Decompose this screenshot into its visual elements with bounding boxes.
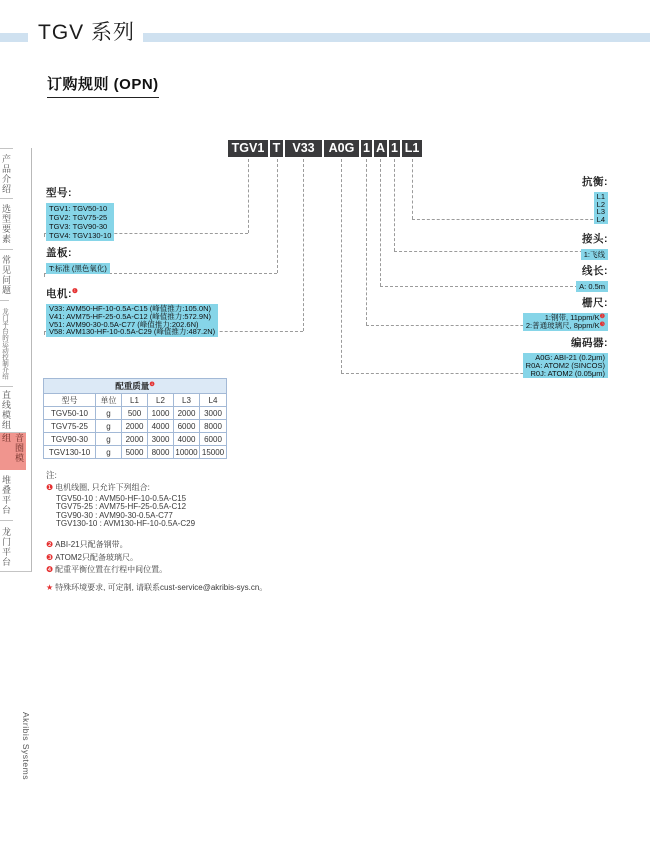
option-item: TGV3: TGV90-30	[49, 222, 108, 231]
option-group-cable-length	[576, 263, 608, 292]
option-list	[581, 249, 608, 260]
part-number-segment: L1	[402, 140, 422, 157]
option-item: R0J: ATOM2 (0.05μm)	[530, 368, 605, 378]
table-cell: 15000	[200, 446, 227, 459]
table-cell: 8000	[200, 420, 227, 433]
table-header-cell: L3	[174, 394, 200, 407]
option-list	[594, 192, 608, 224]
series-title: TGV 系列	[38, 21, 136, 44]
part-number-segment: 1	[361, 140, 372, 157]
option-group-label: 盖板:	[46, 247, 72, 259]
table-row	[44, 407, 227, 420]
option-group-label: 抗衡:	[582, 176, 608, 188]
table-cell: 2000	[122, 433, 148, 446]
sidebar-item	[0, 432, 26, 470]
connector-line	[248, 159, 249, 233]
option-item: 2:普通玻璃尺, $8ppm/K^❸$	[525, 320, 605, 330]
connector-line	[412, 219, 608, 220]
table-cell: 8000	[148, 446, 174, 459]
connector-line	[380, 159, 381, 286]
option-group-label: 电机:$^❶$	[46, 288, 79, 300]
table-cell: 4000	[174, 433, 200, 446]
sidebar-item-label: 选型要素	[1, 204, 11, 244]
sidebar-item	[0, 148, 13, 198]
note-item	[46, 566, 316, 575]
sidebar-item	[0, 249, 13, 300]
table-cell: TGV75-25	[44, 420, 96, 433]
sidebar-item	[0, 470, 13, 520]
part-number-segment: A0G	[324, 140, 359, 157]
option-item: A0G: ABI-21 (0.2μm)	[535, 353, 605, 362]
note-marker: ❶	[46, 482, 54, 492]
table-title: 配重质量$^❹$	[44, 379, 227, 394]
note-item	[46, 541, 316, 550]
table-row	[44, 420, 227, 433]
option-item: L4	[596, 214, 605, 224]
table-cell: 4000	[148, 420, 174, 433]
part-number-segment: 1	[389, 140, 400, 157]
note-text: 电机线圈, 只允许下列组合:	[55, 482, 150, 492]
option-group-cover	[46, 245, 110, 274]
note-text: ABI-21只配备钢带。	[55, 540, 128, 550]
option-list	[576, 281, 608, 292]
table-header-cell: L2	[148, 394, 174, 407]
option-list	[46, 263, 110, 274]
option-group-label: 编码器:	[571, 337, 608, 349]
note-marker: ❹	[46, 565, 54, 575]
sidebar	[0, 148, 32, 572]
table-cell: TGV130-10	[44, 446, 96, 459]
table-header-row	[44, 394, 227, 407]
table-cell: 3000	[200, 407, 227, 420]
option-item: R0A: ATOM2 (SINCOS)	[525, 360, 605, 370]
option-item: V41: AVM75-HF-25-0.5A-C12 (峰值推力:572.9N)	[49, 311, 212, 321]
option-item: TGV1: TGV50-10	[49, 204, 108, 213]
note-text: 特殊环境要求, 可定制, 请联系cust-service@akribis-sys.cn。	[55, 582, 268, 592]
note-subline: TGV75-25 : AVM75-HF-25-0.5A-C12	[56, 502, 187, 512]
table-cell: g	[96, 420, 122, 433]
sidebar-item	[0, 520, 13, 572]
part-number-row	[228, 140, 422, 157]
connector-line	[380, 286, 608, 287]
sidebar-item-label: 常见问题	[1, 255, 11, 295]
option-item: TGV4: TGV130-10	[49, 231, 112, 240]
sidebar-item	[0, 386, 13, 432]
option-item: L2	[596, 199, 605, 209]
table-title-row	[44, 379, 227, 394]
option-item: L3	[596, 207, 605, 216]
table-cell: 2000	[174, 407, 200, 420]
option-item: V51: AVM90-30-0.5A-C77 (峰值推力:202.6N)	[49, 319, 199, 329]
sidebar-item	[0, 300, 9, 386]
connector-line	[394, 251, 608, 252]
table-cell: 6000	[200, 433, 227, 446]
note-item	[46, 554, 316, 563]
sidebar-item-label: 堆叠平台	[1, 475, 11, 515]
note-subline: TGV50-10 : AVM50-HF-10-0.5A-C15	[56, 494, 187, 503]
option-item: 1:钢带, $11ppm/K^❷$	[544, 313, 605, 322]
note-text: 配重平衡位置在行程中间位置。	[55, 565, 168, 575]
note-text: ATOM2只配备玻璃尺。	[55, 552, 138, 562]
connector-line	[277, 159, 278, 273]
option-item: TGV2: TGV75-25	[49, 213, 108, 222]
table-cell: g	[96, 446, 122, 459]
option-group-label: 线长:	[582, 265, 608, 277]
custom-note	[46, 584, 316, 593]
connector-line	[303, 159, 304, 331]
notes-section	[46, 471, 316, 592]
option-item: V33: AVM50-HF-10-0.5A-C15 (峰值推力:105.0N)	[49, 304, 212, 313]
table-cell: 10000	[175, 447, 198, 457]
note-marker: ❸	[46, 552, 54, 562]
table-cell: 500	[122, 407, 148, 420]
option-group-connector	[581, 231, 608, 260]
note-subline: TGV90-30 : AVM90-30-0.5A-C77	[56, 510, 173, 520]
part-number-segment: A	[375, 141, 386, 155]
option-list	[46, 203, 114, 241]
table-cell: 6000	[174, 420, 200, 433]
counterweight-mass-table	[43, 378, 227, 459]
table-header-cell: 单位	[96, 394, 122, 407]
option-group-label: 接头:	[582, 233, 608, 245]
option-group-model	[46, 185, 114, 241]
star-icon: ★	[46, 582, 54, 592]
table-header-cell: L1	[122, 394, 148, 407]
note-item	[46, 484, 316, 493]
table-cell: g	[96, 433, 122, 446]
table-row	[44, 446, 227, 459]
option-group-counterweight	[582, 174, 608, 224]
sidebar-item	[0, 198, 13, 249]
table-row	[44, 433, 227, 446]
option-group-label: 栅尺:	[582, 297, 608, 309]
table-cell: 5000	[122, 446, 148, 459]
note-subline: TGV130-10 : AVM130-HF-10-0.5A-C29	[56, 518, 196, 528]
part-number-segment: TGV1	[228, 140, 268, 157]
sidebar-item-label: 音圈模组	[1, 433, 24, 463]
table-cell: 2000	[122, 420, 148, 433]
sidebar-item-label: 直线模组	[1, 389, 11, 430]
option-item: A: 0.5m	[579, 282, 605, 291]
option-list	[523, 313, 608, 331]
notes-heading: 注:	[46, 470, 57, 480]
part-number-segment: V33	[285, 140, 322, 157]
option-item: T:标准 (黑色氧化)	[49, 264, 107, 273]
note-marker: ❷	[46, 540, 54, 550]
brand-vertical-text: Akribis Systems	[21, 712, 31, 780]
title-rule-right	[143, 33, 650, 42]
option-group-motor	[46, 286, 218, 337]
connector-line	[366, 159, 367, 325]
option-group-scale	[523, 295, 608, 331]
option-item: L1	[596, 192, 605, 201]
section-title: 订购规则 (OPN)	[47, 73, 159, 98]
option-group-label: 型号:	[46, 187, 72, 199]
option-group-encoder	[523, 335, 608, 378]
table-cell: TGV90-30	[44, 433, 96, 446]
sidebar-item-label: 龙门平台的运动控制介绍	[1, 307, 8, 380]
table-header-cell: 型号	[44, 394, 96, 407]
option-item: 1:飞线	[583, 250, 605, 259]
part-number-segment: T	[270, 140, 283, 157]
table-cell: TGV50-10	[44, 407, 96, 420]
note-sublines	[56, 495, 316, 528]
connector-line	[394, 159, 395, 251]
table-header-cell: L4	[200, 394, 227, 407]
table-cell: g	[96, 407, 122, 420]
option-list	[523, 353, 608, 378]
option-list	[46, 304, 218, 337]
option-item: V58: AVM130-HF-10-0.5A-C29 (峰值推力:487.2N)	[49, 327, 216, 337]
table-cell: 1000	[148, 407, 174, 420]
title-rule-left	[0, 33, 28, 42]
connector-line	[341, 159, 342, 373]
connector-line	[412, 159, 413, 219]
sidebar-item-label: 产品介绍	[1, 153, 11, 194]
table-cell: 3000	[148, 433, 174, 446]
sidebar-item-label: 龙门平台	[1, 526, 11, 567]
